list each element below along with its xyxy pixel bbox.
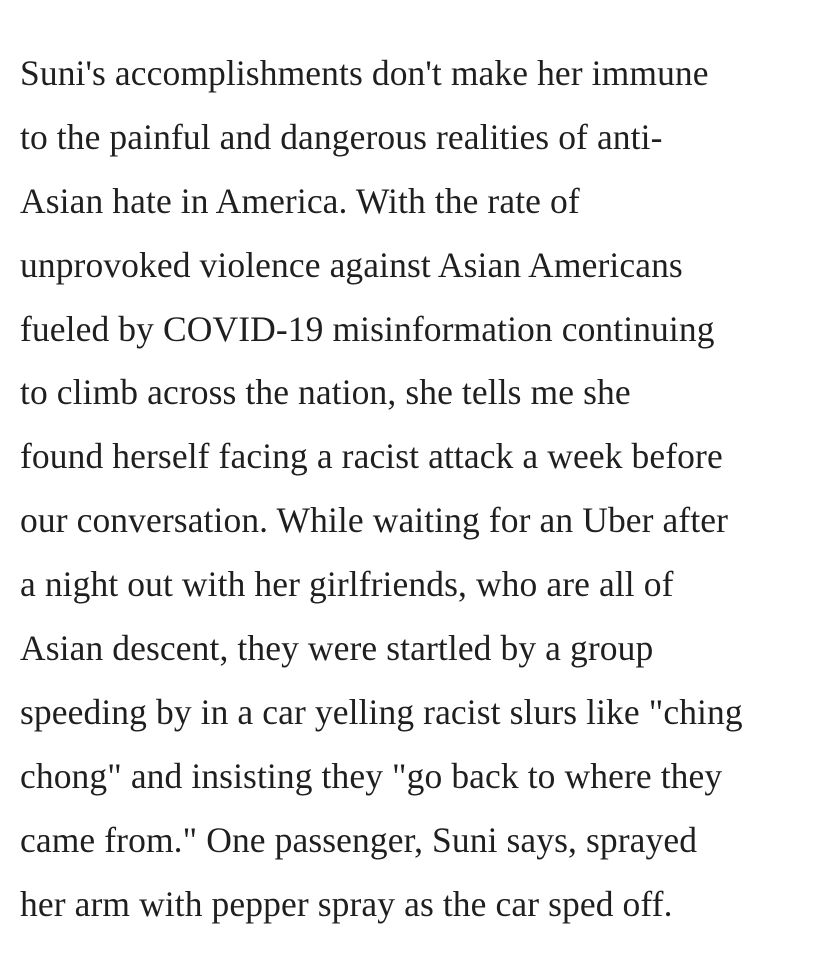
paragraph-line-8: our conversation. While waiting for an Uber after <box>20 500 729 541</box>
paragraph-line-11: speeding by in a car yelling racist slurs like "ching <box>20 691 743 732</box>
paragraph-line-2: to the painful and dangerous realities of anti- <box>20 116 663 157</box>
article-paragraph <box>20 42 820 936</box>
paragraph-line-10: Asian descent, they were startled by a group <box>20 628 654 669</box>
paragraph-line-12: chong" and insisting they "go back to where they <box>20 755 723 796</box>
paragraph-line-4: unprovoked violence against Asian Americans <box>20 244 683 285</box>
paragraph-line-6: to climb across the nation, she tells me she <box>20 372 631 413</box>
paragraph-line-1: Suni's accomplishments don't make her immune <box>20 53 709 93</box>
paragraph-line-9: a night out with her girlfriends, who are all of <box>20 564 674 605</box>
paragraph-line-3: Asian hate in America. With the rate of <box>20 180 580 221</box>
paragraph-line-5: fueled by COVID-19 misinformation continuing <box>20 308 715 349</box>
paragraph-line-7: found herself facing a racist attack a week before <box>20 436 723 477</box>
paragraph-line-13: came from." One passenger, Suni says, sprayed <box>20 819 698 860</box>
paragraph-line-14: her arm with pepper spray as the car sped off. <box>20 883 673 924</box>
